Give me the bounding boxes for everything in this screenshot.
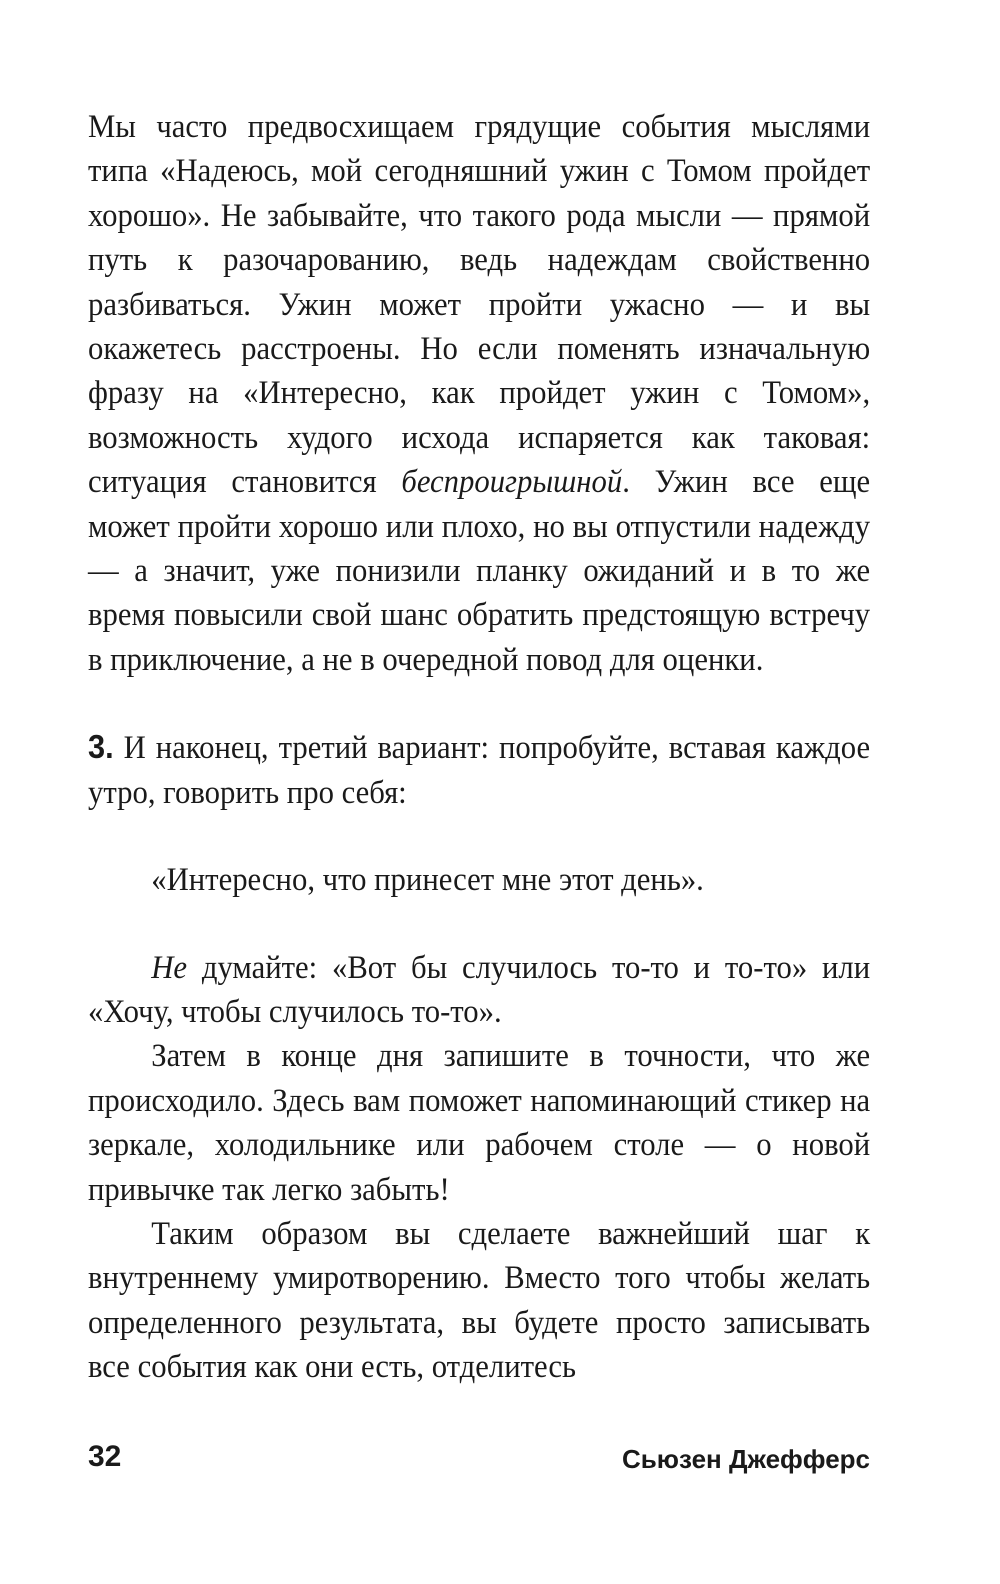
paragraph-text: думайте: «Вот бы случилось то-то и то-то» или «Хочу, чтобы случилось то-то». xyxy=(88,949,871,1030)
page-body xyxy=(88,105,870,1390)
list-item-3 xyxy=(88,725,870,815)
running-footer-author: Сьюзен Джефферс xyxy=(622,1444,870,1474)
paragraph-hope-dinner xyxy=(88,105,870,682)
paragraph-inner-peace: Таким образом вы сделаете важнейший шаг к внутреннему умиротворению. Вместо того чтобы желать определенного результата, вы будете просто записывать все события как они есть, отделитесь xyxy=(88,1215,871,1386)
list-item-text: И наконец, третий вариант: попробуйте, вставая каждое утро, говорить про себя: xyxy=(88,730,871,811)
paragraph-dont-think xyxy=(88,946,870,1035)
italic-word-win-win: беспроигрышной xyxy=(401,464,623,501)
page-footer xyxy=(88,1440,870,1480)
paragraph-text: Мы часто предвосхищаем грядущие события мыслями типа «Надеюсь, мой сегодняшний ужин с Томом пройдет хорошо». Не забывайте, что такого рода мысли — прямой путь к разочарованию, ведь надеждам свойственно разбиваться. Ужин может пройти ужасно — и вы окажетесь расстроены. Но если поменять изначальную фразу на «Интересно, как пройдет ужин с Томом», возможность худого исхода испаряется как таковая: ситуация становится xyxy=(88,109,871,501)
italic-word-not: Не xyxy=(151,949,188,986)
list-number: 3. xyxy=(88,728,114,766)
page-number: 32 xyxy=(88,1440,122,1473)
paragraph-text-end: . Ужин все еще может пройти хорошо или плохо, но вы отпустили надежду — а значит, уже понизили планку ожиданий и в то же время повысили свой шанс обратить предстоящую встречу в приключение, а не в очередной повод для оценки. xyxy=(88,464,871,678)
paragraph-write-down: Затем в конце дня запишите в точности, что же происходило. Здесь вам поможет напоминающий стикер на зеркале, холодильнике или рабочем столе — о новой привычке так легко забыть! xyxy=(88,1038,871,1208)
quote-morning-phrase: «Интересно, что принесет мне этот день». xyxy=(151,862,704,899)
